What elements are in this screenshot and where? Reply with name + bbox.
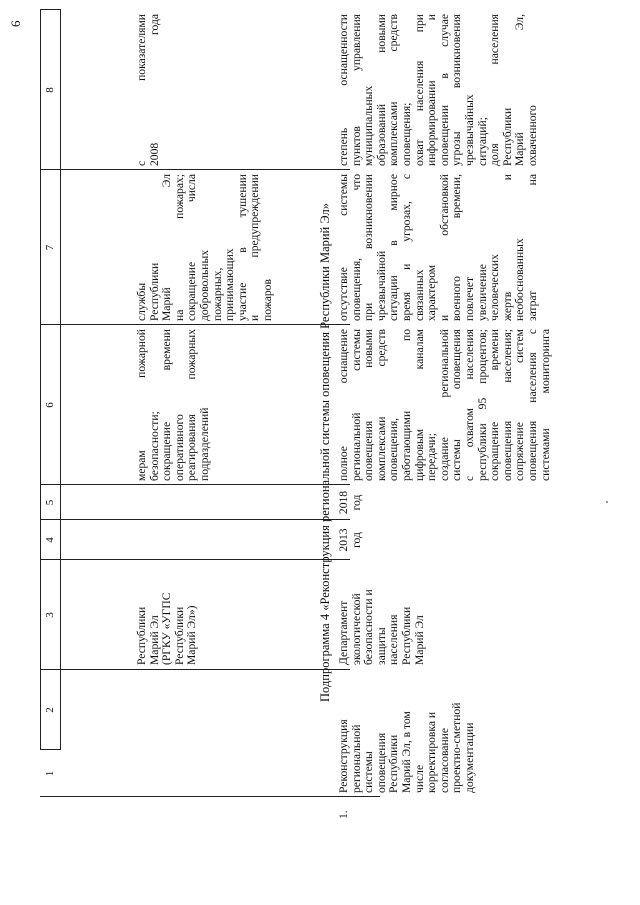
prev-row-executor: Республики Марий Эл (РГКУ «УГПС Республики Марий Эл») [135,592,199,665]
prev-row-result: мерам пожарной безопасности; сокращение времени оперативного реагирования пожарных подразделений [135,329,211,481]
table-top-line [40,9,41,750]
page-number: 6 [8,20,23,27]
row1-executor: Департамент экологической безопасности и защиты населения Республики Марий Эл [337,589,426,665]
col-header-5: 5 [44,499,56,506]
col-line-2 [40,669,350,670]
col-header-4: 4 [44,537,56,543]
row1-activity: Реконструкция региональной системы оповещения Республики Марий Эл, в том числе корректировка и согласование проектно-сметной документации [337,702,476,793]
row1-result: полное оснащение региональной системы оповещения новыми комплексами средств оповещения, работающими по цифровым каналам передачи; создание региональной системы оповещения с охватом населения республики 95 процентов; сокращение времени оповещения населения; сопряжение систем оповещения населения с системами мониторинга [337,329,552,481]
subprogram-title: Подпрограмма 4 «Реконструкция региональной системы оповещения Республики Марий Эл» [318,203,332,702]
col-header-7: 7 [44,244,56,251]
col-header-2: 2 [44,707,56,713]
col-line-4 [40,519,350,520]
col-header-6: 6 [44,402,56,408]
row1-start-year: 2013 год [337,528,363,552]
col-line-5 [40,484,350,485]
prev-row-consequence: службы Республики Марий Эл на пожарах; сокращение числа добровольных пожарных, принимающих участие в тушении и предупреждении пожаров [135,174,274,321]
row1-indicator: степень оснащенности пунктов управления муниципальных образований новыми комплексами средств оповещения; охват населения при информировании и оповещении в случае угрозы возникновения чрезвычайных ситуаций; доля населения Республики Марий Эл, охваченного [337,14,539,166]
col-header-1: 1 [44,770,56,777]
prev-row-indicator: с показателями 2008 года [135,14,161,166]
col-line-6 [40,324,350,325]
col-line-3 [40,559,350,560]
col-line-7 [40,169,350,170]
row1-consequence: отсутствие системы оповещения, что при возникновении чрезвычайной ситуации в мирное время и угрозах, с связанных характером и обстановкой военного времени, повлечет увеличение человеческих жертв и необоснованных затрат на [337,174,539,321]
col-header-3: 3 [44,612,56,618]
row1-number: 1. [337,810,350,819]
scan-speck [606,501,608,503]
row1-end-year: 2018 год [337,490,363,515]
header-bottom-line [60,9,61,750]
col-header-8: 8 [44,87,56,93]
